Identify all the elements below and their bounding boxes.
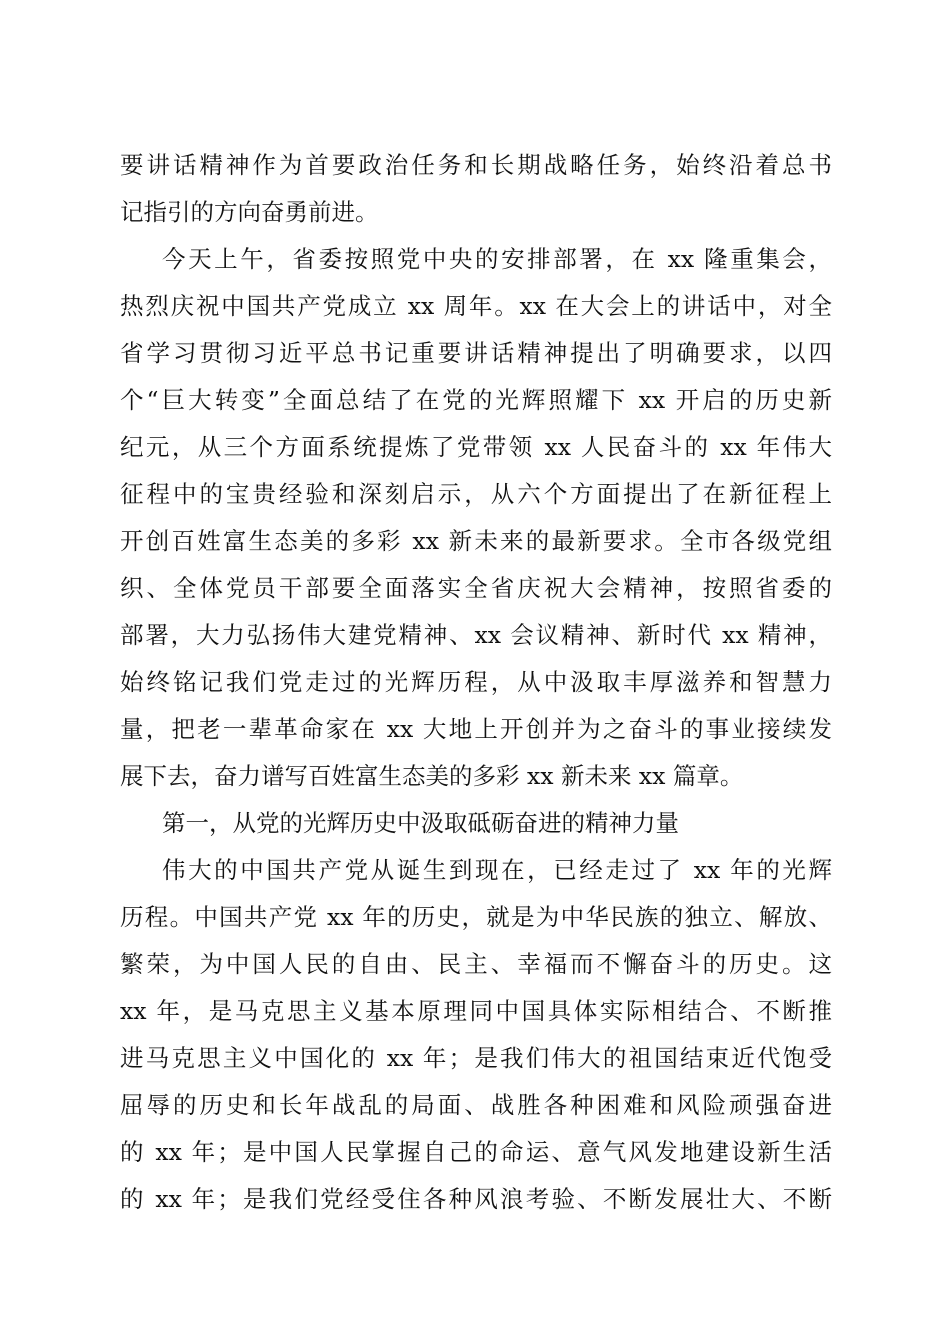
text-line: 个“巨大转变”全面总结了在党的光辉照耀下 xx 开启的历史新: [120, 386, 832, 414]
text-line: 始终铭记我们党走过的光辉历程，从中汲取丰厚滋养和智慧力: [120, 668, 832, 696]
text-line: 要讲话精神作为首要政治任务和长期战略任务，始终沿着总书: [120, 151, 832, 179]
text-line: 今天上午，省委按照党中央的安排部署，在 xx 隆重集会，: [162, 245, 832, 273]
text-line: 屈辱的历史和长年战乱的局面、战胜各种困难和风险顽强奋进: [120, 1091, 832, 1119]
text-line: 记指引的方向奋勇前进。: [120, 198, 379, 226]
text-line: 的 xx 年；是中国人民掌握自己的命运、意气风发地建设新生活: [120, 1138, 832, 1166]
text-line: 的 xx 年；是我们党经受住各种风浪考验、不断发展壮大、不断: [120, 1185, 832, 1213]
document-page: [120, 142, 832, 1223]
text-line: 历程。中国共产党 xx 年的历史，就是为中华民族的独立、解放、: [120, 903, 832, 931]
text-line: 开创百姓富生态美的多彩 xx 新未来的最新要求。全市各级党组: [120, 527, 832, 555]
text-line: 省学习贯彻习近平总书记重要讲话精神提出了明确要求，以四: [120, 339, 832, 367]
text-line: 伟大的中国共产党从诞生到现在，已经走过了 xx 年的光辉: [162, 856, 832, 884]
text-line: 展下去，奋力谱写百姓富生态美的多彩 xx 新未来 xx 篇章。: [120, 762, 744, 790]
text-line: 量，把老一辈革命家在 xx 大地上开创并为之奋斗的事业接续发: [120, 715, 832, 743]
text-line: 热烈庆祝中国共产党成立 xx 周年。xx 在大会上的讲话中，对全: [120, 292, 832, 320]
text-line: 繁荣，为中国人民的自由、民主、幸福而不懈奋斗的历史。这: [120, 950, 832, 978]
text-line: 部署，大力弘扬伟大建党精神、xx 会议精神、新时代 xx 精神，: [120, 621, 832, 649]
section-heading: 第一，从党的光辉历史中汲取砥砺奋进的精神力量: [162, 809, 679, 837]
text-line: 织、全体党员干部要全面落实全省庆祝大会精神，按照省委的: [120, 574, 832, 602]
text-line: 进马克思主义中国化的 xx 年；是我们伟大的祖国结束近代饱受: [120, 1044, 832, 1072]
text-line: 纪元，从三个方面系统提炼了党带领 xx 人民奋斗的 xx 年伟大: [120, 433, 832, 461]
text-line: 征程中的宝贵经验和深刻启示，从六个方面提出了在新征程上: [120, 480, 832, 508]
text-line: xx 年，是马克思主义基本原理同中国具体实际相结合、不断推: [120, 997, 832, 1025]
